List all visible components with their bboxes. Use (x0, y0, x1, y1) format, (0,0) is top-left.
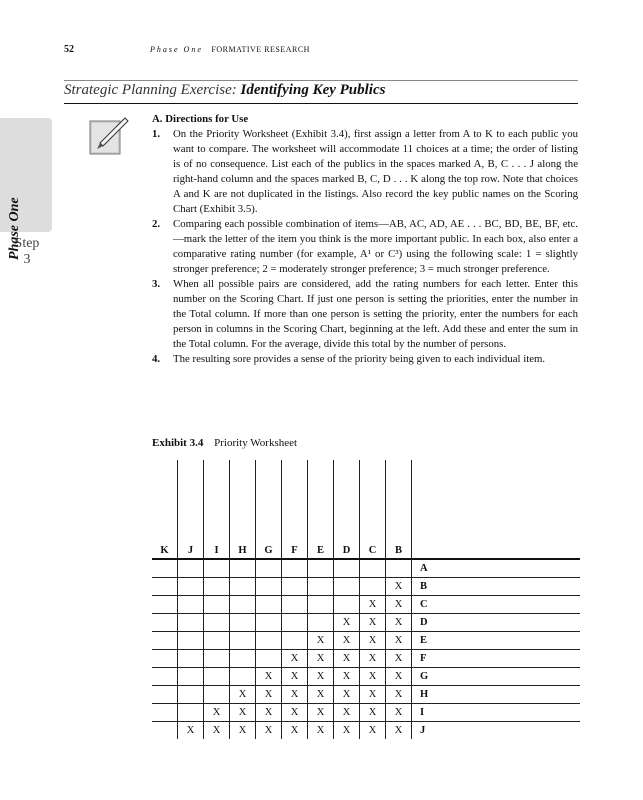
direction-item (152, 352, 578, 367)
worksheet-cell (152, 578, 178, 596)
worksheet-cell: X (334, 704, 360, 722)
worksheet-cell (178, 559, 204, 578)
side-step (12, 236, 42, 268)
worksheet-cell (386, 559, 412, 578)
worksheet-cell (204, 632, 230, 650)
worksheet-row (152, 686, 580, 704)
worksheet-top-cell (256, 460, 282, 542)
worksheet-cell (204, 578, 230, 596)
worksheet-row-label: F (412, 650, 581, 668)
direction-number: 4. (152, 353, 161, 365)
worksheet-cell (308, 614, 334, 632)
worksheet-column-header: F (282, 542, 308, 559)
worksheet-cell: X (282, 704, 308, 722)
worksheet-cell: X (386, 596, 412, 614)
worksheet-cell: X (386, 686, 412, 704)
worksheet-cell: X (256, 668, 282, 686)
exercise-title-prefix: Strategic Planning Exercise: (64, 82, 237, 98)
worksheet-row (152, 559, 580, 578)
direction-text: Comparing each possible combination of items—AB, AC, AD, AE . . . BC, BD, BE, BF, etc.—mark the letter of the item you think is the more important public. In each box, also enter a comparative rating number (for example, A¹ or C³) using the following scale: 1 = slightly stronger preference; 2 = moderately stronger preference; 3 = much stronger preference. (173, 218, 578, 275)
worksheet-cell (256, 614, 282, 632)
worksheet-cell (152, 704, 178, 722)
worksheet-cell: X (334, 632, 360, 650)
worksheet-cell: X (230, 686, 256, 704)
worksheet-cell (256, 596, 282, 614)
exhibit-title: Priority Worksheet (214, 437, 298, 449)
worksheet-cell: X (282, 668, 308, 686)
worksheet-cell (282, 614, 308, 632)
worksheet-row (152, 632, 580, 650)
worksheet-cell (282, 596, 308, 614)
worksheet-top-cell (282, 460, 308, 542)
worksheet-row-label: A (412, 559, 581, 578)
worksheet-cell: X (360, 614, 386, 632)
worksheet-row-label: D (412, 614, 581, 632)
worksheet-cell (256, 632, 282, 650)
worksheet-cell (204, 668, 230, 686)
worksheet-cell: X (360, 650, 386, 668)
worksheet-top-cell (360, 460, 386, 542)
worksheet-row (152, 704, 580, 722)
worksheet-cell (178, 686, 204, 704)
direction-number: 1. (152, 128, 161, 140)
worksheet-row-label: C (412, 596, 581, 614)
worksheet-cell (308, 578, 334, 596)
worksheet-top-space (152, 460, 580, 542)
worksheet-cell (334, 559, 360, 578)
directions-heading: A. Directions for Use (152, 113, 249, 125)
worksheet-cell: X (334, 722, 360, 740)
directions-section (152, 112, 578, 367)
worksheet-cell (152, 559, 178, 578)
page-number: 52 (64, 44, 74, 55)
worksheet-column-header: I (204, 542, 230, 559)
worksheet-row-label: I (412, 704, 581, 722)
worksheet-cell: X (282, 650, 308, 668)
worksheet-cell (256, 650, 282, 668)
worksheet-cell: X (360, 596, 386, 614)
worksheet-cell: X (386, 668, 412, 686)
worksheet-top-cell (412, 460, 581, 542)
direction-number: 3. (152, 278, 161, 290)
worksheet-cell (152, 722, 178, 740)
worksheet-column-header: J (178, 542, 204, 559)
worksheet-cell (204, 614, 230, 632)
pencil-icon (89, 117, 129, 155)
worksheet-cell: X (282, 722, 308, 740)
direction-text: The resulting sore provides a sense of the priority being given to each individual item. (173, 353, 546, 365)
running-header-phase: Phase One (150, 45, 203, 54)
worksheet-cell (152, 668, 178, 686)
direction-item (152, 217, 578, 277)
worksheet-row (152, 650, 580, 668)
worksheet-cell (308, 596, 334, 614)
worksheet-top-cell (178, 460, 204, 542)
worksheet-cell (308, 559, 334, 578)
worksheet-cell (204, 596, 230, 614)
exhibit-label: Exhibit 3.4 (152, 437, 204, 449)
worksheet-cell: X (256, 722, 282, 740)
exercise-title (64, 82, 385, 99)
worksheet-cell: X (360, 686, 386, 704)
worksheet-cell (152, 614, 178, 632)
worksheet-cell: X (308, 722, 334, 740)
worksheet-cell: X (256, 686, 282, 704)
worksheet-cell: X (334, 650, 360, 668)
worksheet-cell: X (282, 686, 308, 704)
running-header-section: FORMATIVE RESEARCH (211, 45, 310, 54)
worksheet-row-label: J (412, 722, 581, 740)
worksheet-row-label: B (412, 578, 581, 596)
worksheet-cell: X (334, 668, 360, 686)
side-step-label: Step (14, 236, 40, 251)
worksheet-cell: X (386, 650, 412, 668)
worksheet-cell: X (386, 614, 412, 632)
worksheet-cell: X (230, 704, 256, 722)
worksheet-cell (334, 596, 360, 614)
worksheet-column-header-row (152, 542, 580, 559)
worksheet-cell (178, 704, 204, 722)
exhibit-caption (152, 437, 297, 449)
worksheet-cell: X (308, 650, 334, 668)
side-phase-text: Phase One (7, 197, 22, 260)
worksheet-cell: X (360, 722, 386, 740)
worksheet-cell (282, 559, 308, 578)
worksheet-cell: X (386, 722, 412, 740)
worksheet-cell: X (204, 704, 230, 722)
worksheet-cell (152, 596, 178, 614)
worksheet-cell (230, 614, 256, 632)
worksheet-row-label: G (412, 668, 581, 686)
worksheet-top-cell (204, 460, 230, 542)
worksheet-cell (230, 632, 256, 650)
worksheet-cell: X (334, 614, 360, 632)
side-step-number: 3 (23, 252, 31, 267)
worksheet-cell: X (178, 722, 204, 740)
worksheet-cell (256, 578, 282, 596)
worksheet-cell: X (386, 704, 412, 722)
worksheet-cell: X (204, 722, 230, 740)
worksheet-cell (152, 632, 178, 650)
direction-item (152, 127, 578, 217)
direction-text: When all possible pairs are considered, add the rating numbers for each letter. Enter this number on the Scoring Chart. If just one person is setting the priorities, enter the number in the Total column. If more than one person is setting the priority, enter the numbers for each person in columns in the Scoring Chart, beginning at the left. Add these and enter the sum in the Total column. For the average, divide this total by the number of persons. (173, 278, 578, 350)
worksheet-cell (282, 632, 308, 650)
exercise-title-main: Identifying Key Publics (240, 82, 386, 98)
worksheet-cell (360, 578, 386, 596)
worksheet-cell (230, 578, 256, 596)
worksheet-cell: X (308, 668, 334, 686)
worksheet-cell (230, 596, 256, 614)
worksheet-cell (334, 578, 360, 596)
worksheet-cell: X (386, 632, 412, 650)
worksheet-cell (178, 578, 204, 596)
worksheet-top-cell (308, 460, 334, 542)
direction-item (152, 277, 578, 352)
priority-worksheet (152, 460, 580, 739)
worksheet-cell (282, 578, 308, 596)
worksheet-row-label: E (412, 632, 581, 650)
worksheet-column-header: C (360, 542, 386, 559)
worksheet-cell: X (360, 704, 386, 722)
worksheet-column-header: B (386, 542, 412, 559)
title-rule (64, 103, 578, 104)
worksheet-cell: X (334, 686, 360, 704)
worksheet-cell (230, 559, 256, 578)
worksheet-cell: X (256, 704, 282, 722)
worksheet-cell (152, 686, 178, 704)
running-header (150, 45, 310, 54)
worksheet-row (152, 614, 580, 632)
worksheet-cell: X (230, 722, 256, 740)
worksheet-top-cell (334, 460, 360, 542)
worksheet-cell (178, 614, 204, 632)
worksheet-row (152, 722, 580, 740)
worksheet-cell (230, 668, 256, 686)
top-rule (64, 80, 578, 81)
worksheet-column-header: K (152, 542, 178, 559)
worksheet-row (152, 578, 580, 596)
worksheet-cell: X (308, 632, 334, 650)
worksheet-top-cell (152, 460, 178, 542)
worksheet-cell (230, 650, 256, 668)
worksheet-row-label: H (412, 686, 581, 704)
worksheet-cell (178, 668, 204, 686)
worksheet-cell: X (308, 686, 334, 704)
worksheet-column-header: G (256, 542, 282, 559)
worksheet-column-header: D (334, 542, 360, 559)
direction-text: On the Priority Worksheet (Exhibit 3.4), first assign a letter from A to K to each public you want to compare. The worksheet will accommodate 11 choices at a time; the order of listing is of no consequence. List each of the publics in the spaces marked A, B, C . . . J along the right-hand column and the spaces marked B, C, D . . . K along the top row. Note that choices A and K are not duplicated in the listings. Also record the key public names on the Scoring Chart (Exhibit 3.5). (173, 128, 578, 215)
worksheet-header-blank (412, 542, 581, 559)
worksheet-cell (178, 596, 204, 614)
worksheet-top-cell (230, 460, 256, 542)
worksheet-cell: X (386, 578, 412, 596)
worksheet-cell: X (308, 704, 334, 722)
worksheet-cell: X (360, 668, 386, 686)
priority-worksheet-table (152, 460, 580, 739)
worksheet-row (152, 596, 580, 614)
worksheet-column-header: E (308, 542, 334, 559)
direction-number: 2. (152, 218, 161, 230)
worksheet-cell (178, 650, 204, 668)
worksheet-cell (204, 559, 230, 578)
worksheet-column-header: H (230, 542, 256, 559)
worksheet-cell (360, 559, 386, 578)
worksheet-cell (256, 559, 282, 578)
worksheet-cell (178, 632, 204, 650)
worksheet-cell (204, 650, 230, 668)
worksheet-cell (152, 650, 178, 668)
worksheet-cell (204, 686, 230, 704)
worksheet-cell: X (360, 632, 386, 650)
worksheet-row (152, 668, 580, 686)
worksheet-top-cell (386, 460, 412, 542)
